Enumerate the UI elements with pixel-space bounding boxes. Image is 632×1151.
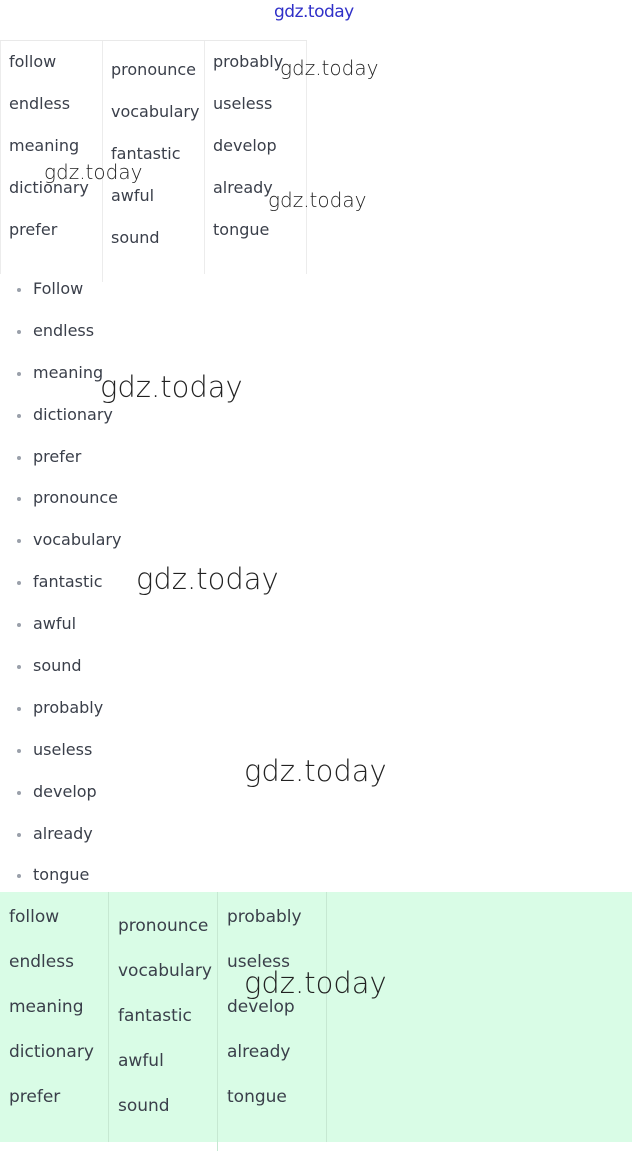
watermark: gdz.today [244, 966, 387, 1000]
grid-cell: develop [227, 997, 295, 1017]
grid-cell: awful [111, 186, 155, 205]
list-item: develop [0, 771, 121, 813]
grid-cell: useless [213, 94, 273, 113]
grid-cell: dictionary [9, 178, 89, 197]
grid-cell: endless [9, 94, 71, 113]
grid-cell: probably [213, 52, 284, 71]
grid-cell: already [213, 178, 273, 197]
grid-column-1 [0, 892, 109, 1142]
watermark: gdz.today [268, 188, 367, 212]
grid-cell: develop [213, 136, 277, 155]
grid-cell: pronounce [111, 60, 197, 79]
grid-cell: fantastic [118, 1006, 192, 1026]
list-item: useless [0, 729, 121, 771]
list-item: meaning [0, 352, 121, 394]
grid-cell: prefer [9, 220, 58, 239]
grid-cell: fantastic [111, 144, 181, 163]
list-item: awful [0, 603, 121, 645]
word-list [0, 268, 121, 896]
grid-cell: tongue [227, 1087, 287, 1107]
watermark: gdz.today [280, 56, 379, 80]
grid-cell: tongue [213, 220, 270, 239]
grid-cell: useless [227, 952, 290, 972]
grid-cell: already [227, 1042, 291, 1062]
list-item: prefer [0, 436, 121, 478]
list-item: dictionary [0, 394, 121, 436]
watermark: gdz.today [44, 160, 143, 184]
list-item: sound [0, 645, 121, 687]
list-item: vocabulary [0, 519, 121, 561]
list-item: probably [0, 687, 121, 729]
grid-cell: meaning [9, 136, 80, 155]
word-grid-bottom [0, 892, 632, 1142]
list-item: endless [0, 310, 121, 352]
grid-cell: sound [118, 1096, 170, 1116]
grid-cell: sound [111, 228, 160, 247]
grid-cell: meaning [9, 997, 84, 1017]
grid-column-1 [0, 41, 102, 274]
grid-cell: follow [9, 52, 57, 71]
grid-cell: prefer [9, 1087, 61, 1107]
list-item: pronounce [0, 477, 121, 519]
list-item: tongue [0, 854, 121, 896]
grid-cell: endless [9, 952, 74, 972]
watermark: gdz.today [100, 370, 243, 404]
grid-cell: vocabulary [118, 961, 212, 981]
watermark: gdz.today [136, 562, 279, 596]
list-item: Follow [0, 268, 121, 310]
grid-column-3 [218, 892, 327, 1142]
list-item: fantastic [0, 561, 121, 603]
grid-column-2 [109, 892, 218, 1151]
grid-cell: dictionary [9, 1042, 94, 1062]
grid-cell: awful [118, 1051, 164, 1071]
site-logo[interactable]: gdz.today [274, 2, 354, 22]
grid-cell: pronounce [118, 916, 209, 936]
watermark: gdz.today [244, 754, 387, 788]
grid-cell: follow [9, 907, 60, 927]
grid-cell: vocabulary [111, 102, 200, 121]
list-item: already [0, 813, 121, 855]
grid-cell: probably [227, 907, 302, 927]
